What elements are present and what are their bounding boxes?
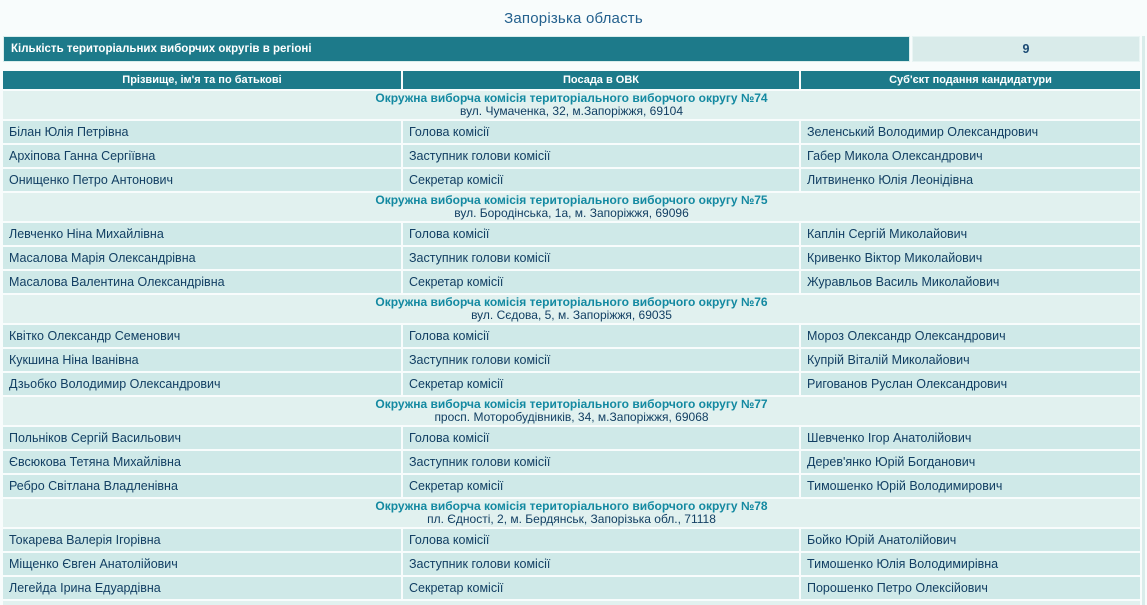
cell-name: Легейда Ірина Едуардівна — [3, 577, 401, 599]
cell-subject: Зеленський Володимир Олександрович — [801, 121, 1140, 143]
cell-name: Міщенко Євген Анатолійович — [3, 553, 401, 575]
cell-name: Дзьобко Володимир Олександрович — [3, 373, 401, 395]
section-header — [3, 295, 1140, 323]
table-row — [3, 427, 1140, 449]
table-row — [3, 325, 1140, 347]
cell-position: Заступник голови комісії — [403, 145, 799, 167]
table-row — [3, 451, 1140, 473]
district-section-77 — [3, 397, 1140, 497]
cell-subject: Литвиненко Юлія Леонідівна — [801, 169, 1140, 191]
cell-subject: Шевченко Ігор Анатолійович — [801, 427, 1140, 449]
districts-count-label: Кількість територіальних виборчих округів в регіоні — [3, 36, 910, 62]
table-row — [3, 223, 1140, 245]
cell-position: Голова комісії — [403, 223, 799, 245]
cell-subject: Габер Микола Олександрович — [801, 145, 1140, 167]
next-section-stub — [3, 601, 1140, 605]
cell-subject: Кривенко Віктор Миколайович — [801, 247, 1140, 269]
cell-position: Заступник голови комісії — [403, 247, 799, 269]
section-title: Окружна виборча комісія територіального виборчого округу №77 — [375, 397, 768, 411]
cell-position: Секретар комісії — [403, 271, 799, 293]
column-header-name: Прізвище, ім'я та по батькові — [3, 71, 401, 89]
cell-position: Заступник голови комісії — [403, 349, 799, 371]
cell-name: Архіпова Ганна Сергіївна — [3, 145, 401, 167]
cell-subject: Журавльов Василь Миколайович — [801, 271, 1140, 293]
section-address: вул. Сєдова, 5, м. Запоріжжя, 69035 — [471, 308, 672, 322]
cell-position: Заступник голови комісії — [403, 451, 799, 473]
page-title: Запорізька область — [504, 9, 643, 27]
section-title: Окружна виборча комісія територіального виборчого округу №76 — [375, 295, 768, 309]
section-address: пл. Єдності, 2, м. Бердянськ, Запорізька обл., 71118 — [427, 512, 716, 526]
section-header — [3, 193, 1140, 221]
cell-position: Голова комісії — [403, 325, 799, 347]
cell-name: Ребро Світлана Владленівна — [3, 475, 401, 497]
cell-name: Квітко Олександр Семенович — [3, 325, 401, 347]
section-header — [3, 91, 1140, 119]
section-address: вул. Чумаченка, 32, м.Запоріжжя, 69104 — [459, 104, 684, 118]
cell-subject: Бойко Юрій Анатолійович — [801, 529, 1140, 551]
district-section-76 — [3, 295, 1140, 395]
cell-position: Голова комісії — [403, 427, 799, 449]
district-section-78 — [3, 499, 1140, 599]
column-header-position: Посада в ОВК — [403, 71, 799, 89]
cell-name: Білан Юлія Петрівна — [3, 121, 401, 143]
district-section-75 — [3, 193, 1140, 293]
cell-position: Секретар комісії — [403, 169, 799, 191]
cell-subject: Каплін Сергій Миколайович — [801, 223, 1140, 245]
table-row — [3, 553, 1140, 575]
cell-subject: Купрій Віталій Миколайович — [801, 349, 1140, 371]
cell-position: Заступник голови комісії — [403, 553, 799, 575]
cell-subject: Тимошенко Юрій Володимирович — [801, 475, 1140, 497]
table-row — [3, 349, 1140, 371]
table-row — [3, 121, 1140, 143]
cell-subject: Ригованов Руслан Олександрович — [801, 373, 1140, 395]
cell-name: Левченко Ніна Михайлівна — [3, 223, 401, 245]
district-section-74 — [3, 91, 1140, 191]
cell-subject: Мороз Олександр Олександрович — [801, 325, 1140, 347]
cell-name: Польніков Сергій Васильович — [3, 427, 401, 449]
section-address: просп. Моторобудівників, 34, м.Запоріжжя, 69068 — [434, 410, 709, 424]
table-row — [3, 529, 1140, 551]
table-row — [3, 247, 1140, 269]
table-row — [3, 373, 1140, 395]
cell-subject: Дерев'янко Юрій Богданович — [801, 451, 1140, 473]
cell-name: Масалова Марія Олександрівна — [3, 247, 401, 269]
cell-name: Кукшина Ніна Іванівна — [3, 349, 401, 371]
table-row — [3, 475, 1140, 497]
cell-name: Масалова Валентина Олександрівна — [3, 271, 401, 293]
table-row — [3, 145, 1140, 167]
cell-subject: Порошенко Петро Олексійович — [801, 577, 1140, 599]
districts-count-value: 9 — [912, 36, 1140, 62]
cell-name: Токарева Валерія Ігорівна — [3, 529, 401, 551]
column-header-subject: Суб'єкт подання кандидатури — [801, 71, 1140, 89]
cell-position: Голова комісії — [403, 121, 799, 143]
table-header-row — [3, 71, 1140, 89]
cell-position: Голова комісії — [403, 529, 799, 551]
cell-position: Секретар комісії — [403, 475, 799, 497]
section-title: Окружна виборча комісія територіального виборчого округу №74 — [375, 91, 768, 105]
section-header — [3, 499, 1140, 527]
cell-position: Секретар комісії — [403, 577, 799, 599]
cell-name: Євсюкова Тетяна Михайлівна — [3, 451, 401, 473]
commissions-table — [3, 71, 1140, 599]
districts-count-bar — [3, 36, 1140, 62]
section-address: вул. Бородінська, 1а, м. Запоріжжя, 69096 — [454, 206, 689, 220]
cell-position: Секретар комісії — [403, 373, 799, 395]
table-right-border — [1142, 36, 1145, 605]
cell-name: Онищенко Петро Антонович — [3, 169, 401, 191]
table-row — [3, 169, 1140, 191]
section-title: Окружна виборча комісія територіального виборчого округу №75 — [375, 193, 768, 207]
table-row — [3, 271, 1140, 293]
table-row — [3, 577, 1140, 599]
section-header — [3, 397, 1140, 425]
cell-subject: Тимошенко Юлія Володимирівна — [801, 553, 1140, 575]
section-title: Окружна виборча комісія територіального виборчого округу №78 — [375, 499, 768, 513]
